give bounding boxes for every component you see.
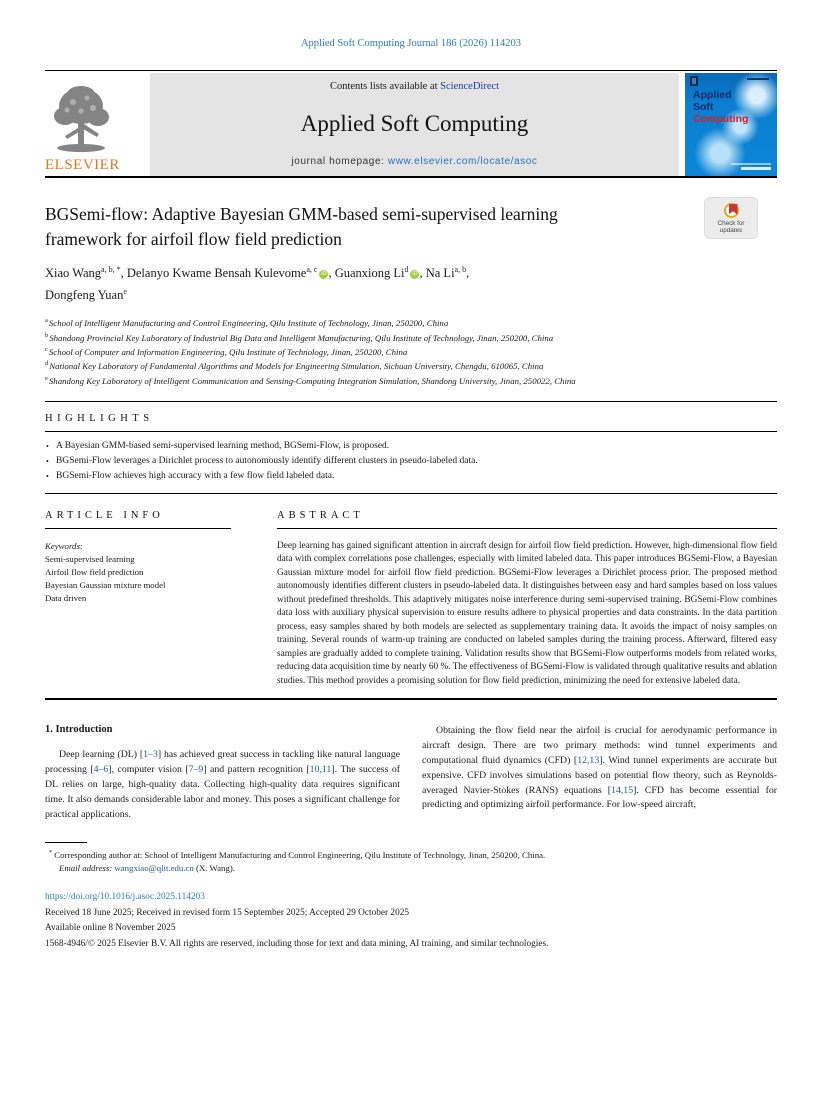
author-name: Xiao Wang xyxy=(45,266,102,281)
intro-left-column xyxy=(45,724,400,822)
author-affil-sup[interactable]: a, c xyxy=(306,265,318,274)
check-for-updates-label xyxy=(718,220,745,234)
affiliation-item xyxy=(45,315,777,329)
intro-paragraph: Obtaining the flow field near the airfoil is crucial for aerodynamic performance in aircraft design. There are two primary methods: wind tunnel experiments and computational fluid dynamics (CFD) [12,13]. Wind tunnel experiments are accurate but expensive. CFD involves simulations based on potential flow theory, such as Reynolds-averaged Navier-Stokes (RANS) equations [14,15]. CFD has become essential for predicting and optimizing airfoil performance. For low-speed aircraft, xyxy=(422,725,778,811)
email-line xyxy=(45,862,777,875)
masthead-center-panel xyxy=(150,73,679,176)
article-info-column xyxy=(45,510,231,689)
email-label: Email address: xyxy=(59,862,115,873)
received-line: Received 18 June 2025; Received in revised form 15 September 2025; Accepted 29 October 2025 xyxy=(45,907,410,918)
affiliation-text: Shandong Key Laboratory of Intelligent Communication and Sensing-Computing Integration Simulation, Shandong University, Jinan, 250022, China xyxy=(48,375,576,386)
divider xyxy=(45,401,777,402)
affiliation-text: School of Intelligent Manufacturing and Control Engineering, Qilu Institute of Technology, Jinan, 250200, China xyxy=(48,318,449,329)
author-line-2 xyxy=(45,283,777,305)
divider xyxy=(45,493,777,494)
footnote-text: Corresponding author at: School of Intelligent Manufacturing and Control Engineering, Qilu Institute of Technology, Jinan, 250200, China. xyxy=(54,850,546,861)
crossmark-icon xyxy=(724,203,739,218)
footnote-marker: * xyxy=(49,849,53,857)
cover-issue-text xyxy=(747,78,769,80)
title-block xyxy=(45,202,777,252)
contents-line xyxy=(330,81,499,92)
orcid-icon[interactable]: iD xyxy=(321,271,327,278)
keyword-item: Data driven xyxy=(45,592,87,603)
divider xyxy=(45,431,777,432)
badge-line1: Check for xyxy=(717,219,745,227)
author-separator: , xyxy=(419,266,426,281)
intro-right-column xyxy=(422,724,777,822)
affiliation-sup: c xyxy=(45,345,48,353)
author-affil-sup[interactable]: a, b xyxy=(454,265,467,274)
elsevier-logo xyxy=(45,71,150,176)
affiliation-text: National Key Laboratory of Fundamental Algorithms and Models for Engineering Simulation, Sichuan University, Chengdu, 610065, China xyxy=(49,361,544,372)
abstract-column xyxy=(277,510,777,689)
cover-footer-text xyxy=(731,163,771,165)
keyword-item: Semi-supervised learning xyxy=(45,553,135,564)
affiliations xyxy=(45,315,777,387)
cover-elsevier-mark-icon xyxy=(690,76,698,86)
cover-sciencedirect-mark xyxy=(741,167,771,170)
doi-link[interactable]: https://doi.org/10.1016/j.asoc.2025.114203 xyxy=(45,892,205,903)
author-separator: , xyxy=(120,266,127,281)
author-list xyxy=(45,261,777,304)
author-separator: , xyxy=(328,266,335,281)
affiliation-item xyxy=(45,330,777,344)
elsevier-tree-icon xyxy=(51,84,113,156)
cover-title-line2: Soft xyxy=(693,101,714,113)
keyword-item: Bayesian Gaussian mixture model xyxy=(45,579,166,590)
affiliation-text: Shandong Provincial Key Laboratory of Industrial Big Data and Intelligent Manufacturing, Qilu Institute of Technology, Jinan, 250200, China xyxy=(49,332,554,343)
copyright-line: 1568-4946/© 2025 Elsevier B.V. All rights are reserved, including those for text and data mining, AI training, and similar technologies. xyxy=(45,938,549,949)
affiliation-sup: b xyxy=(45,331,49,339)
author xyxy=(127,266,335,280)
divider xyxy=(45,698,777,700)
email-link[interactable]: wangxiao@qlit.edu.cn xyxy=(114,862,194,873)
homepage-prefix: journal homepage: xyxy=(291,156,388,167)
author-affil-sup[interactable]: e xyxy=(123,286,127,296)
intro-heading: 1. Introduction xyxy=(45,724,113,736)
cover-title xyxy=(693,89,748,125)
highlight-item: • BGSemi-Flow achieves high accuracy with a few flow field labeled data. xyxy=(45,469,777,484)
journal-title: Applied Soft Computing xyxy=(300,111,529,136)
email-suffix: (X. Wang). xyxy=(193,862,235,873)
highlight-item: • A Bayesian GMM-based semi-supervised learning method, BGSemi-Flow, is proposed. xyxy=(45,439,777,454)
affiliation-item xyxy=(45,358,777,372)
author xyxy=(45,288,127,302)
elsevier-wordmark: ELSEVIER xyxy=(45,157,120,173)
homepage-line xyxy=(291,156,537,167)
journal-reference-line[interactable]: Applied Soft Computing Journal 186 (2026) 114203 xyxy=(300,38,522,49)
intro-paragraph: Deep learning (DL) [1–3] has achieved great success in tackling like natural language processing [4–6], computer vision [7–9] and pattern recognition [10,11]. The success of DL relies on large, high-quality data. Collecting high-quality data requires significant time. It also demands considerable labor and money. This poses a significant challenge for practical applications. xyxy=(45,749,400,820)
available-online-line: Available online 8 November 2025 xyxy=(45,923,176,934)
article-title-line2: framework for airfoil flow field prediction xyxy=(45,229,342,249)
cover-title-line1: Applied xyxy=(693,89,732,101)
corresponding-author-note xyxy=(45,847,777,861)
article-title xyxy=(45,202,777,252)
author-name: Delanyo Kwame Bensah Kulevome xyxy=(126,266,307,281)
highlights-list xyxy=(45,439,777,484)
abstract-heading: ABSTRACT xyxy=(277,510,777,529)
article-info-heading: ARTICLE INFO xyxy=(45,510,231,529)
highlights-heading: HIGHLIGHTS xyxy=(45,412,154,424)
info-abstract-section xyxy=(45,510,777,689)
author xyxy=(335,266,426,280)
footnote-divider xyxy=(45,842,87,843)
publication-info-block xyxy=(45,890,777,952)
author-name: Guanxiong Li xyxy=(334,266,405,281)
author-affil-sup[interactable]: a, b, * xyxy=(101,265,121,274)
article-title-line1: BGSemi-flow: Adaptive Bayesian GMM-based semi-supervised learning xyxy=(45,204,558,224)
affiliation-sup: a xyxy=(45,317,48,325)
badge-line2: updates xyxy=(719,226,743,234)
highlight-item: • BGSemi-Flow leverages a Dirichlet process to autonomously identify different clusters in pseudo-labeled data. xyxy=(45,454,777,469)
footnote-block xyxy=(45,842,777,874)
author xyxy=(426,266,470,280)
introduction-section xyxy=(45,724,777,822)
author-affil-sup[interactable]: d xyxy=(404,265,409,274)
affiliation-item xyxy=(45,373,777,387)
homepage-link[interactable]: www.elsevier.com/locate/asoc xyxy=(387,156,538,167)
abstract-text: Deep learning has gained significant attention in aircraft design for airfoil flow field prediction. However, high-dimensional flow field data with complex correlations pose challenges, especially with limited labeled data. This paper introduces BGSemi-Flow, a Bayesian Gaussian mixture model for airfoil flow field prediction. BGSemi-Flow leverages a Dirichlet process prior. The proposed method autonomously identifies different clusters in pseudo-labeled data. It distinguishes between easy and hard samples based on loss values without predefined thresholds. This adaptively mitigates noise interference during semi-supervised training. BGSemi-Flow combines data loss with auxiliary physical supervision to ensure results adhere to physical properties and data constraints. In the data partition process, easy samples shared by both models are selected as supplementary training data. It avoids the impact of noisy samples on training. Several rounds of warm-up training are conducted on labeled samples during the training process. Afterward, filtered easy samples are gradually added to complete training. Validation results show that BGSemi-Flow outperforms models from related works, reducing data acquisition time by nearly 60 %. The effectiveness of BGSemi-Flow is validated through qualitative results and ablation studies. This method provides a promising solution for flow field prediction, minimizing the need for extensive labeled data. xyxy=(277,540,777,686)
author-line-1 xyxy=(45,261,777,283)
affiliation-sup: e xyxy=(45,374,48,382)
cover-title-line3: Computing xyxy=(693,113,749,125)
journal-masthead xyxy=(45,70,777,178)
affiliation-item xyxy=(45,344,777,358)
sciencedirect-link[interactable]: ScienceDirect xyxy=(440,81,500,92)
author-name: Na Li xyxy=(425,266,455,281)
keywords-label: Keywords: xyxy=(45,540,83,551)
author-separator: , xyxy=(466,266,470,281)
check-for-updates-badge[interactable] xyxy=(705,198,757,238)
keywords-block xyxy=(45,540,231,605)
journal-cover-thumbnail xyxy=(685,73,777,176)
keyword-item: Airfoil flow field prediction xyxy=(45,566,144,577)
author-name: Dongfeng Yuan xyxy=(45,287,124,302)
author xyxy=(45,266,127,280)
affiliation-text: School of Computer and Information Engineering, Qilu Institute of Technology, Jinan, 250200, China xyxy=(48,346,408,357)
contents-prefix: Contents lists available at xyxy=(329,81,441,92)
orcid-icon[interactable]: iD xyxy=(412,271,418,278)
affiliation-sup: d xyxy=(45,360,49,368)
